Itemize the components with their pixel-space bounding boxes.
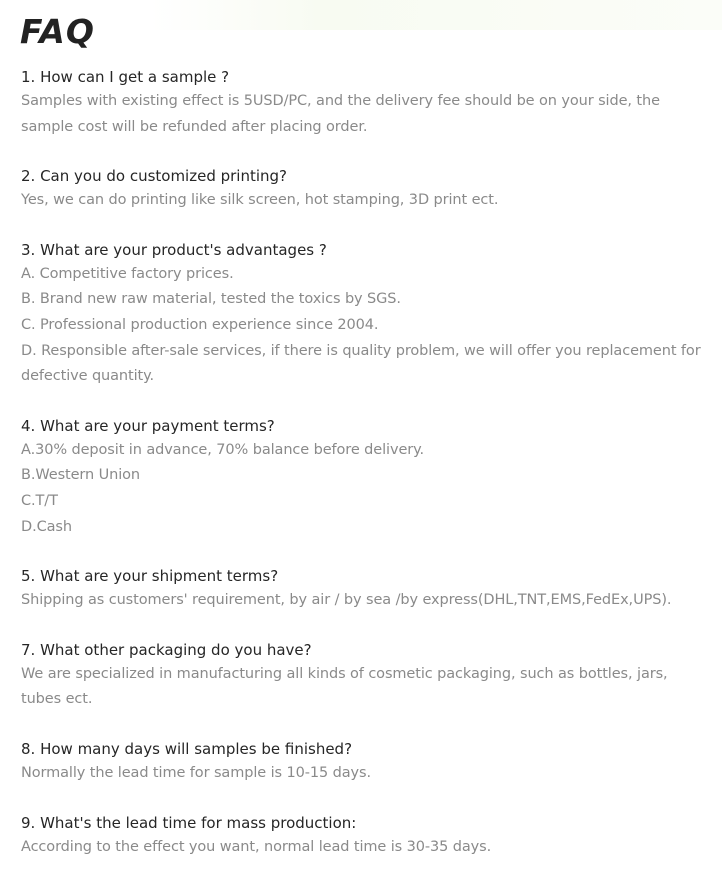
faq-item (21, 165, 716, 214)
faq-question: 2. Can you do customized printing? (21, 167, 288, 186)
faq-answer-line: We are specialized in manufacturing all kinds of cosmetic packaging, such as bottles, jars, (21, 665, 668, 682)
faq-item (21, 738, 716, 787)
faq-answer-line: C.T/T (21, 492, 58, 509)
faq-answer-line: Normally the lead time for sample is 10-15 days. (21, 764, 371, 781)
decorative-top-band (150, 0, 722, 30)
faq-list (21, 66, 716, 885)
faq-question: 5. What are your shipment terms? (21, 567, 279, 586)
faq-question: 8. How many days will samples be finished? (21, 739, 353, 758)
faq-answer-line: B. Brand new raw material, tested the toxics by SGS. (21, 291, 401, 308)
faq-answer-line: Shipping as customers' requirement, by air / by sea /by express(DHL,TNT,EMS,FedEx,UPS). (21, 592, 672, 609)
faq-question: 3. What are your product's advantages ? (21, 240, 327, 259)
faq-answer-line: tubes ect. (21, 691, 93, 708)
faq-item (21, 66, 716, 140)
faq-answer-line: sample cost will be refunded after placing order. (21, 118, 368, 135)
faq-answer-line: D.Cash (21, 518, 72, 535)
faq-answer-line: According to the effect you want, normal lead time is 30-35 days. (21, 838, 492, 855)
faq-answer-line: C. Professional production experience since 2004. (21, 316, 379, 333)
faq-answer-line: B.Western Union (21, 467, 141, 484)
faq-item (21, 812, 716, 861)
faq-question: 7. What other packaging do you have? (21, 640, 312, 659)
page-title: FAQ (20, 12, 95, 51)
faq-answer-line: defective quantity. (21, 368, 155, 385)
faq-answer-line: Samples with existing effect is 5USD/PC, and the delivery fee should be on your side, the (21, 93, 660, 109)
faq-item (21, 639, 716, 713)
faq-item (21, 415, 716, 540)
faq-answer-line: A.30% deposit in advance, 70% balance before delivery. (21, 441, 425, 458)
faq-item (21, 239, 716, 390)
faq-question: 9. What's the lead time for mass production: (21, 813, 357, 832)
faq-question: 4. What are your payment terms? (21, 416, 275, 435)
faq-answer-line: D. Responsible after-sale services, if there is quality problem, we will offer you replacement for (21, 342, 701, 359)
faq-item (21, 565, 716, 614)
faq-answer-line: Yes, we can do printing like silk screen, hot stamping, 3D print ect. (21, 192, 499, 209)
faq-question: 1. How can I get a sample ? (21, 68, 230, 86)
faq-answer-line: A. Competitive factory prices. (21, 265, 234, 282)
